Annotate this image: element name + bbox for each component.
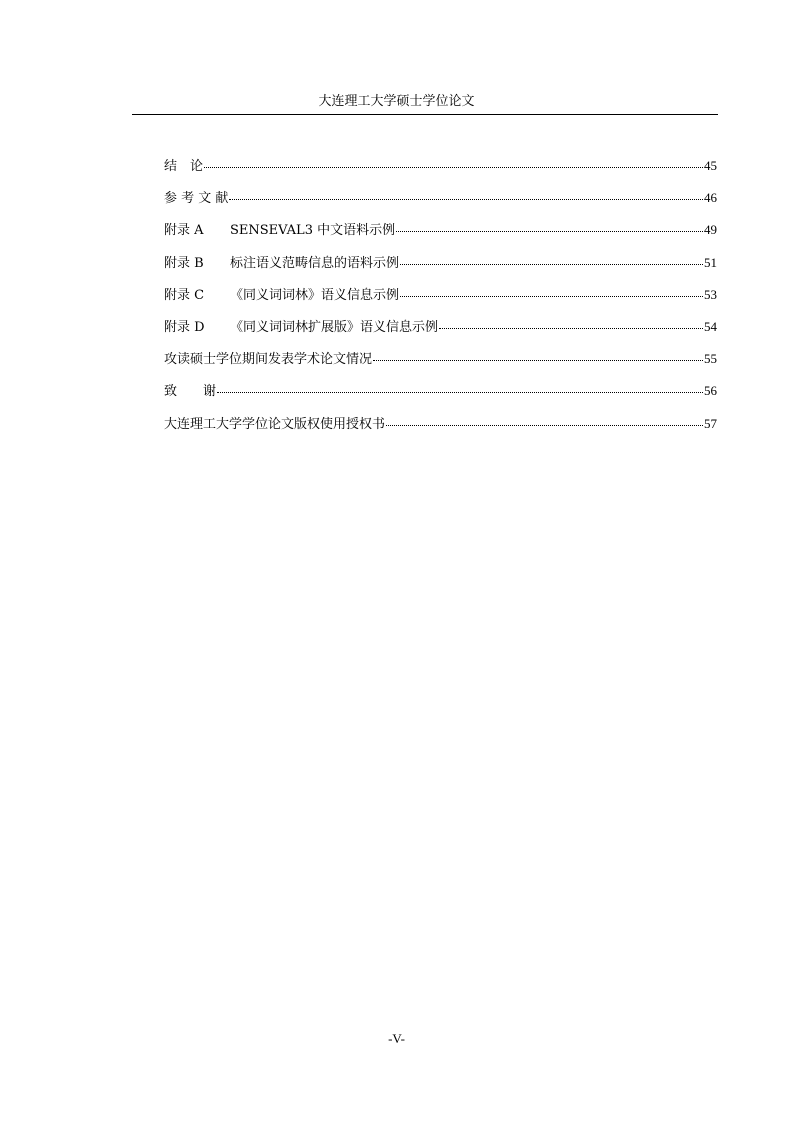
toc-entry-publications[interactable] — [164, 349, 717, 381]
toc-entry-title — [164, 318, 438, 338]
toc-page-number: 46 — [704, 190, 717, 206]
table-of-contents — [164, 156, 717, 446]
toc-page-number: 57 — [704, 415, 717, 431]
toc-page-number: 51 — [704, 254, 717, 270]
toc-entry-acknowledgements[interactable] — [164, 381, 717, 413]
toc-page-number: 56 — [704, 383, 717, 399]
toc-entry-label: 《同义词词林》语义信息示例 — [230, 287, 400, 303]
toc-page-number: 45 — [704, 158, 717, 173]
toc-appendix-prefix: 附录 B — [164, 255, 204, 271]
toc-entry-label: 《同义词词林扩展版》语义信息示例 — [230, 319, 439, 335]
toc-entry-title — [164, 415, 385, 435]
footer-page-number: -V- — [388, 1031, 405, 1046]
toc-dot-leader — [373, 360, 703, 361]
toc-dot-leader — [204, 167, 703, 168]
header-title: 大连理工大学硕士学位论文 — [318, 94, 475, 109]
toc-entry-label: 结 论 — [164, 159, 204, 174]
toc-dot-leader — [400, 296, 703, 297]
toc-entry-title — [164, 254, 399, 274]
toc-page-number: 53 — [704, 286, 717, 302]
toc-entry-label: 参 考 文 献 — [164, 191, 229, 207]
toc-entry-label: 大连理工大学学位论文版权使用授权书 — [164, 416, 386, 432]
toc-entry-copyright-authorization[interactable] — [164, 414, 717, 446]
toc-entry-appendix-b[interactable] — [164, 253, 717, 285]
toc-entry-appendix-a[interactable] — [164, 220, 717, 252]
toc-entry-title — [164, 286, 399, 306]
toc-entry-references[interactable] — [164, 188, 717, 220]
toc-dot-leader — [386, 425, 703, 426]
toc-entry-appendix-c[interactable] — [164, 285, 717, 317]
toc-entry-label: 致 谢 — [164, 384, 217, 400]
toc-dot-leader — [439, 328, 703, 329]
toc-entry-title — [164, 382, 216, 402]
toc-entry-conclusion[interactable] — [164, 156, 717, 188]
toc-dot-leader — [229, 199, 703, 200]
toc-entry-title — [164, 157, 203, 177]
toc-page-number: 55 — [704, 351, 717, 367]
toc-page-number: 49 — [704, 222, 717, 238]
toc-entry-appendix-d[interactable] — [164, 317, 717, 349]
toc-entry-title — [164, 189, 228, 209]
toc-entry-label: 攻读硕士学位期间发表学术论文情况 — [164, 352, 373, 368]
header-divider — [132, 114, 718, 115]
running-header — [0, 94, 793, 110]
toc-entry-title — [164, 350, 372, 370]
toc-entry-title — [164, 221, 395, 241]
toc-dot-leader — [400, 264, 703, 265]
toc-dot-leader — [217, 392, 703, 393]
toc-page-number: 54 — [704, 318, 717, 334]
toc-dot-leader — [396, 231, 703, 232]
toc-appendix-prefix: 附录 D — [164, 319, 205, 335]
toc-appendix-prefix: 附录 C — [164, 287, 205, 303]
toc-entry-label: 标注语义范畴信息的语料示例 — [230, 255, 400, 271]
toc-appendix-prefix: 附录 A — [164, 223, 204, 239]
page-footer — [0, 1031, 793, 1047]
toc-entry-label: SENSEVAL3 中文语料示例 — [230, 223, 396, 239]
